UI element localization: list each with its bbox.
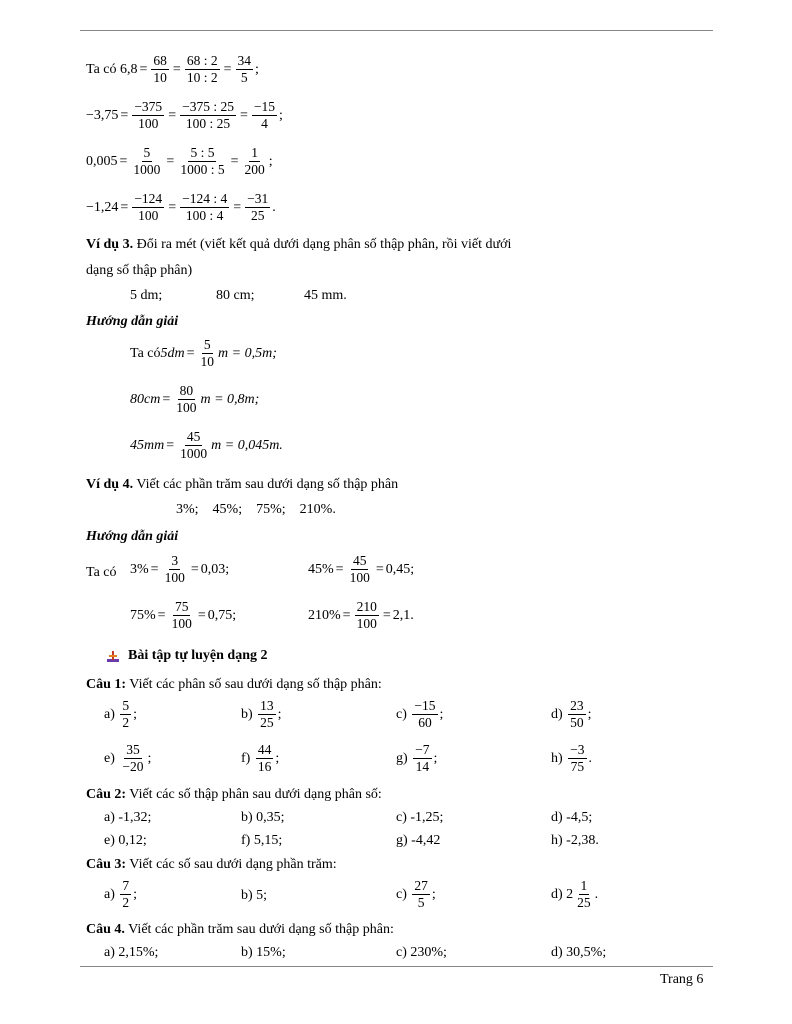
ex4-solution-3: 75% = $\frac{75}{100}$ = 0,75; (130, 599, 237, 632)
ex4-solution-1: 3% = $\frac{3}{100}$ = 0,03; (130, 553, 230, 586)
q4-item-a: a) 2,15%; (104, 945, 159, 960)
q2-item-d: d) -4,5; (551, 810, 593, 825)
pen-bullet-icon (106, 650, 118, 662)
q3-item-d: d) 2 1 25 . (551, 878, 599, 911)
q2-item-e: e) 0,12; (104, 833, 147, 848)
ex3-title: Ví dụ 3. (86, 237, 134, 252)
q4-statement: Câu 4. Viết các phần trăm sau dưới dạng số thập phân: (86, 922, 394, 937)
ex3-solution-1: Ta có 5dm = $\frac{5}{10}$ m = 0,5m; (130, 337, 277, 370)
q1-item-h: h) −3 75 . (551, 742, 593, 775)
ex3-statement-line2: dạng số thập phân) (86, 263, 193, 278)
q2-item-g: g) -4,42 (396, 833, 441, 848)
ex4-solution-4: 210% = $\frac{210}{100}$ = 2,1. (308, 599, 414, 632)
ex4-title: Ví dụ 4. (86, 477, 134, 492)
q1-item-c: c) −15 60 ; (396, 698, 444, 731)
q3-item-b: b) 5; (241, 888, 268, 903)
q4-item-b: b) 15%; (241, 945, 286, 960)
ex2-line-2: −3,75 = $\frac{-375}{100}$ = $\frac{-375 : 25}{100 : 25}$ = $\frac{-15}{4}$ ; (86, 99, 283, 132)
q3-statement: Câu 3: Viết các số sau dưới dạng phần trăm: (86, 857, 337, 872)
ex4-items: 3%; 45%; 75%; 210%. (176, 502, 336, 517)
ex3-item-1: 5 dm; (130, 288, 163, 303)
practice-heading: Bài tập tự luyện dạng 2 (106, 648, 268, 664)
ex2-line-1: Ta có 6,8 = $\frac{68}{10}$ = $\frac{68 : 2}{10 : 2}$ = $\frac{34}{5}$ ; (86, 53, 259, 86)
ex2-line-4: −1,24 = $\frac{-124}{100}$ = $\frac{-124 : 4}{100 : 4}$ = $\frac{-31}{25}$ . (86, 191, 276, 224)
q1-item-g: g) −7 14 ; (396, 742, 438, 775)
q1-statement: Câu 1: Viết các phân số sau dưới dạng số thập phân: (86, 677, 382, 692)
q1-item-d: d) 23 50 ; (551, 698, 592, 731)
ex4-solution-2: 45% = $\frac{45}{100}$ = 0,45; (308, 553, 415, 586)
ex4-guide-heading: Hướng dẫn giải (86, 529, 179, 544)
q1-item-f: f) 44 16 ; (241, 742, 280, 775)
q2-item-a: a) -1,32; (104, 810, 152, 825)
ex3-statement-line1: Ví dụ 3. Đổi ra mét (viết kết quả dưới dạng phân số thập phân, rồi viết dưới (86, 237, 512, 252)
q1-item-a: a) 5 2 ; (104, 698, 138, 731)
ex3-solution-3: 45mm = $\frac{45}{1000}$ m = 0,045m. (130, 429, 283, 462)
q2-item-f: f) 5,15; (241, 833, 283, 848)
ex3-item-3: 45 mm. (304, 288, 347, 303)
ex3-solution-2: 80cm = $\frac{80}{100}$ m = 0,8m; (130, 383, 260, 416)
q2-item-h: h) -2,38. (551, 833, 599, 848)
page-number: Trang 6 (660, 972, 704, 987)
q2-item-b: b) 0,35; (241, 810, 285, 825)
q3-item-c: c) 27 5 ; (396, 878, 436, 911)
q1-item-b: b) 13 25 ; (241, 698, 282, 731)
ex3-guide-heading: Hướng dẫn giải (86, 314, 179, 329)
header-rule (80, 30, 713, 31)
q2-item-c: c) -1,25; (396, 810, 444, 825)
footer-rule (80, 966, 713, 967)
ex3-item-2: 80 cm; (216, 288, 255, 303)
ex4-ta-co: Ta có (86, 565, 117, 580)
q1-item-e: e) 35 −20 ; (104, 742, 152, 775)
ex2-line-3: 0,005 = $\frac{5}{1000}$ = $\frac{5 : 5}{1000 : 5}$ = $\frac{1}{200}$ ; (86, 145, 273, 178)
q3-item-a: a) 7 2 ; (104, 878, 138, 911)
q4-item-d: d) 30,5%; (551, 945, 607, 960)
ex4-statement: Ví dụ 4. Viết các phần trăm sau dưới dạng số thập phân (86, 477, 399, 492)
q2-statement: Câu 2: Viết các số thập phân sau dưới dạng phân số: (86, 787, 382, 802)
q4-item-c: c) 230%; (396, 945, 447, 960)
